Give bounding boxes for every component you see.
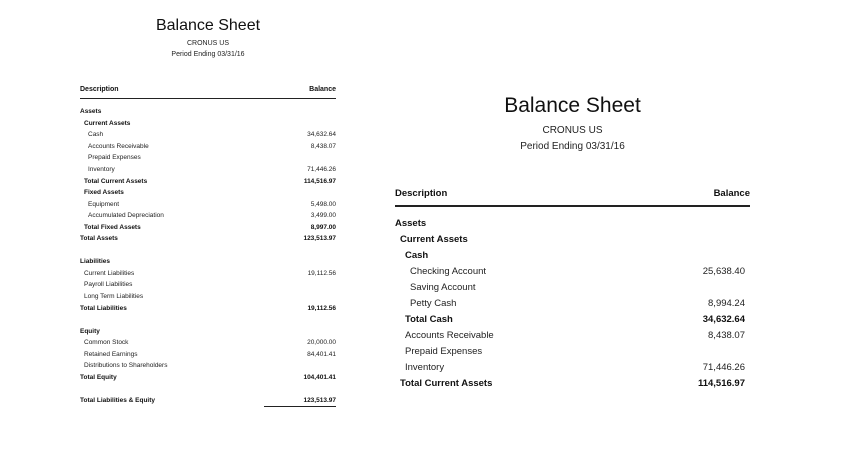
- row-total-liabilities-equity: Total Liabilities & Equity 123,513.97: [80, 397, 336, 404]
- section-equity: Equity: [80, 328, 100, 335]
- column-header: [395, 188, 750, 207]
- row-total-liabilities: Total Liabilities 19,112.56: [80, 305, 336, 312]
- row-equipment: Equipment 5,498.00: [88, 201, 336, 208]
- row-prepaid-expenses: Prepaid Expenses: [88, 154, 141, 161]
- company-name: CRONUS US: [542, 125, 603, 136]
- row-inventory: Inventory 71,446.26: [405, 362, 745, 373]
- row-saving-account: Saving Account: [410, 282, 476, 293]
- total-underline: [264, 406, 336, 407]
- row-long-term-liabilities: Long Term Liabilities: [84, 293, 144, 300]
- row-total-fixed-assets: Total Fixed Assets 8,997.00: [84, 224, 336, 231]
- report-title: Balance Sheet: [504, 94, 641, 117]
- row-accumulated-depreciation: Accumulated Depreciation 3,499.00: [88, 212, 336, 219]
- period-label: Period Ending 03/31/16: [520, 141, 625, 152]
- group-current-assets: Current Assets: [400, 234, 468, 245]
- row-prepaid-expenses: Prepaid Expenses: [405, 346, 483, 357]
- description-header: Description: [395, 188, 448, 199]
- row-current-liabilities: Current Liabilities 19,112.56: [84, 270, 336, 277]
- row-accounts-receivable: Accounts Receivable 8,438.07: [405, 330, 745, 341]
- row-total-equity: Total Equity 104,401.41: [80, 374, 336, 381]
- row-retained-earnings: Retained Earnings 84,401.41: [84, 351, 336, 358]
- company-name: CRONUS US: [186, 40, 229, 47]
- column-header: [80, 86, 336, 99]
- row-cash: Cash 34,632.64: [88, 131, 336, 138]
- row-accounts-receivable: Accounts Receivable 8,438.07: [88, 143, 336, 150]
- section-assets: Assets: [80, 108, 102, 115]
- group-current-assets: Current Assets: [84, 120, 131, 127]
- row-inventory: Inventory 71,446.26: [88, 166, 336, 173]
- balance-header: Balance: [713, 188, 750, 199]
- row-distributions: Distributions to Shareholders: [84, 362, 168, 369]
- description-header: Description: [80, 86, 119, 93]
- report-title: Balance Sheet: [155, 17, 261, 34]
- balance-header: Balance: [309, 86, 336, 93]
- section-assets: Assets: [395, 218, 427, 229]
- row-payroll-liabilities: Payroll Liabilities: [84, 281, 133, 288]
- group-fixed-assets: Fixed Assets: [84, 189, 124, 196]
- row-total-assets: Total Assets 123,513.97: [80, 235, 336, 242]
- row-total-current-assets: Total Current Assets 114,516.97: [84, 178, 336, 185]
- row-petty-cash: Petty Cash 8,994.24: [410, 298, 745, 309]
- period-label: Period Ending 03/31/16: [171, 51, 245, 58]
- group-cash: Cash: [405, 250, 429, 261]
- row-total-current-assets: Total Current Assets 114,516.97: [400, 378, 745, 389]
- row-checking-account: Checking Account 25,638.40: [410, 266, 745, 277]
- section-liabilities: Liabilities: [80, 258, 110, 265]
- row-common-stock: Common Stock 20,000.00: [84, 339, 336, 346]
- row-total-cash: Total Cash 34,632.64: [405, 314, 745, 325]
